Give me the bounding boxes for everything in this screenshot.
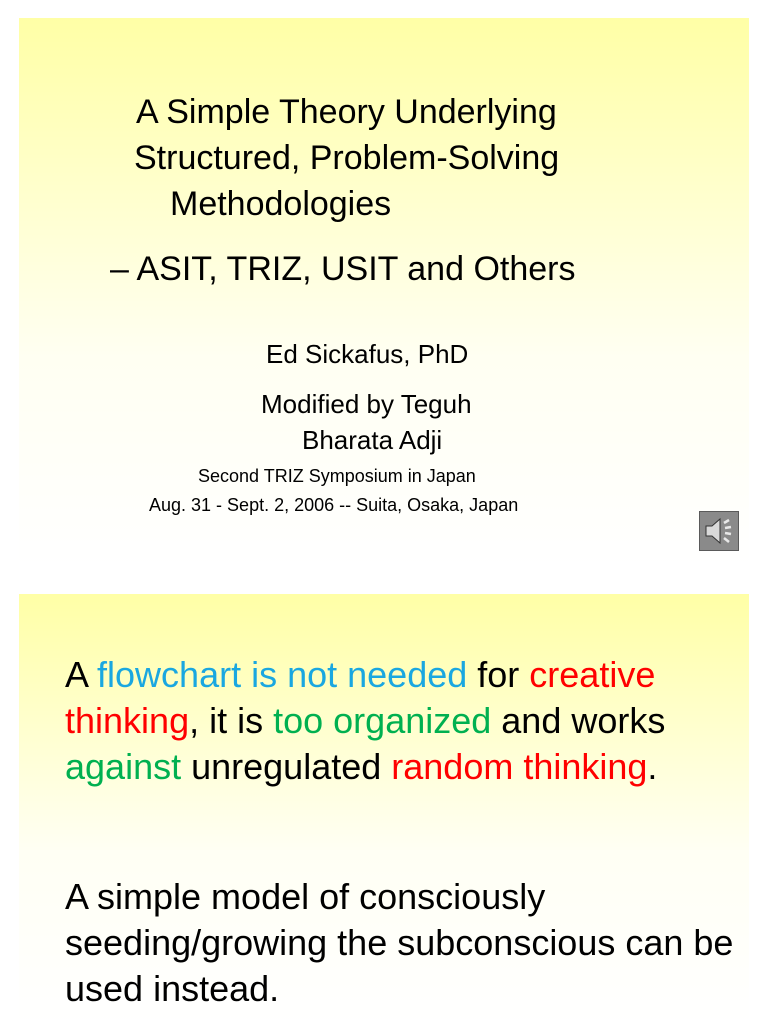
author-name: Ed Sickafus, PhD xyxy=(266,339,469,369)
slide-title-line-1: A Simple Theory Underlying xyxy=(136,93,557,131)
event-dates-location: Aug. 31 - Sept. 2, 2006 -- Suita, Osaka, Japan xyxy=(149,495,519,515)
highlight-random-thinking: random thinking xyxy=(391,746,648,787)
highlight-against: against xyxy=(65,746,182,787)
content-slide xyxy=(19,594,749,1024)
event-name: Second TRIZ Symposium in Japan xyxy=(198,466,476,486)
text-run: A xyxy=(65,654,98,695)
speaker-icon[interactable] xyxy=(699,511,739,551)
highlight-too-organized: too organized xyxy=(273,700,492,741)
slide-subtitle: – ASIT, TRIZ, USIT and Others xyxy=(110,250,576,288)
modified-by-line-1: Modified by Teguh xyxy=(261,389,472,419)
highlight-creative-thinking: creative thinking xyxy=(65,654,656,741)
slide-title-line-2: Structured, Problem-Solving xyxy=(134,139,560,177)
modified-by-line-2: Bharata Adji xyxy=(302,425,443,455)
text-run: . xyxy=(647,746,658,787)
text-run: unregulated xyxy=(181,746,392,787)
title-slide xyxy=(19,18,749,566)
slide-title-line-3: Methodologies xyxy=(170,185,392,223)
flowchart-paragraph xyxy=(65,652,735,790)
simple-model-paragraph: A simple model of consciously seeding/growing the subconscious can be used instead. xyxy=(65,876,734,1009)
text-run: for xyxy=(467,654,530,695)
text-run: and works xyxy=(491,700,666,741)
text-run: , it is xyxy=(189,700,274,741)
highlight-flowchart: flowchart is not needed xyxy=(97,654,468,695)
